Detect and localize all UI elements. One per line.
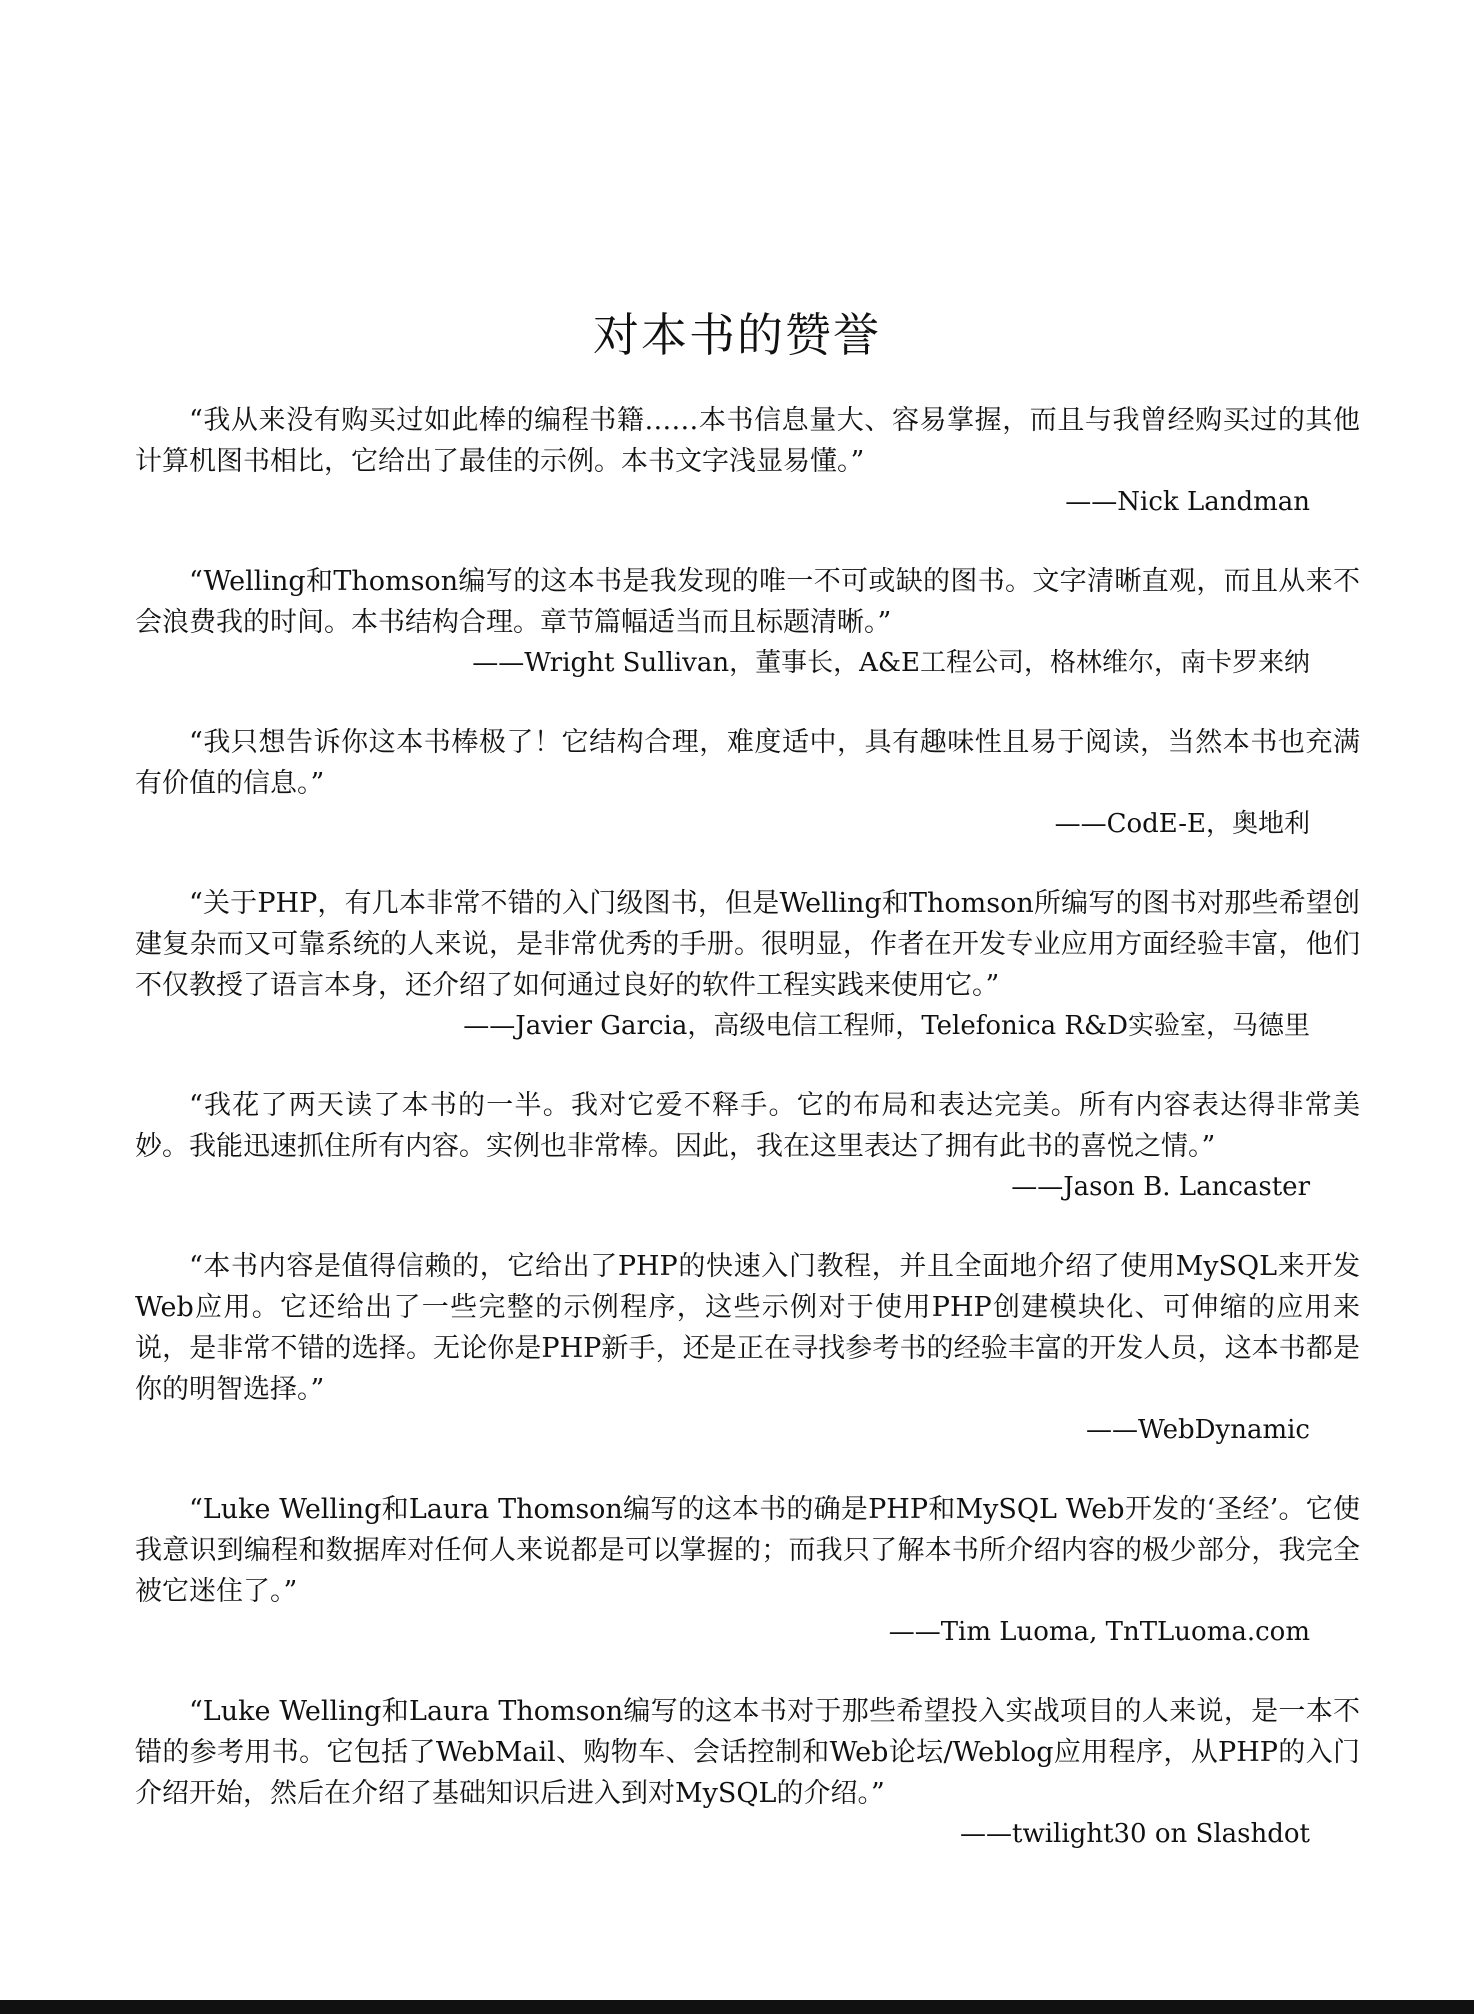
testimonial-text: “Welling和Thomson编写的这本书是我发现的唯一不可或缺的图书。文字清晰直观，而且从来不会浪费我的时间。本书结构合理。章节篇幅适当而且标题清晰。” bbox=[135, 566, 1360, 638]
testimonial-text: “本书内容是值得信赖的，它给出了PHP的快速入门教程，并且全面地介绍了使用MySQL来开发Web应用。它还给出了一些完整的示例程序，这些示例对于使用PHP创建模块化、可伸缩的应用来说，是非常不错的选择。无论你是PHP新手，还是正在寻找参考书的经验丰富的开发人员，这本书都是你的明智选择。” bbox=[135, 1251, 1360, 1405]
testimonial-text: “Luke Welling和Laura Thomson编写的这本书对于那些希望投入实战项目的人来说，是一本不错的参考用书。它包括了WebMail、购物车、会话控制和Web论坛/Weblog应用程序，从PHP的入门介绍开始，然后在介绍了基础知识后进入到对MySQL的介绍。” bbox=[135, 1696, 1360, 1809]
testimonial-text: “Luke Welling和Laura Thomson编写的这本书的确是PHP和MySQL Web开发的‘圣经’。它使我意识到编程和数据库对任何人来说都是可以掌握的；而我只了解本书所介绍内容的极少部分，我完全被它迷住了。” bbox=[135, 1494, 1360, 1607]
page-bottom-border bbox=[0, 2000, 1474, 2014]
testimonial-text: “我只想告诉你这本书棒极了！它结构合理，难度适中，具有趣味性且易于阅读，当然本书也充满有价值的信息。” bbox=[135, 727, 1360, 799]
testimonial-text: “我从来没有购买过如此棒的编程书籍……本书信息量大、容易掌握，而且与我曾经购买过的其他计算机图书相比，它给出了最佳的示例。本书文字浅显易懂。” bbox=[135, 405, 1360, 477]
testimonial bbox=[135, 561, 1360, 683]
testimonial bbox=[135, 1085, 1360, 1207]
testimonial bbox=[135, 1489, 1360, 1652]
testimonial-attribution: ——twilight30 on Slashdot bbox=[960, 1819, 1310, 1849]
testimonial-attribution: ——Wright Sullivan，董事长，A&E工程公司，格林维尔，南卡罗来纳 bbox=[472, 648, 1310, 678]
testimonials-list bbox=[135, 400, 1360, 1893]
testimonial-attribution: ——Tim Luoma, TnTLuoma.com bbox=[888, 1617, 1310, 1647]
testimonial-text: “关于PHP，有几本非常不错的入门级图书，但是Welling和Thomson所编写的图书对那些希望创建复杂而又可靠系统的人来说，是非常优秀的手册。很明显，作者在开发专业应用方面经验丰富，他们不仅教授了语言本身，还介绍了如何通过良好的软件工程实践来使用它。” bbox=[135, 888, 1360, 1001]
page-title: 对本书的赞誉 bbox=[593, 308, 881, 362]
testimonial-attribution: ——Nick Landman bbox=[1065, 487, 1310, 517]
testimonial bbox=[135, 883, 1360, 1046]
testimonial-attribution: ——Jason B. Lancaster bbox=[1011, 1172, 1310, 1202]
testimonial-text: “我花了两天读了本书的一半。我对它爱不释手。它的布局和表达完美。所有内容表达得非常美妙。我能迅速抓住所有内容。实例也非常棒。因此，我在这里表达了拥有此书的喜悦之情。” bbox=[135, 1090, 1360, 1162]
testimonial bbox=[135, 1691, 1360, 1854]
testimonial bbox=[135, 400, 1360, 522]
testimonial bbox=[135, 1246, 1360, 1450]
testimonial-attribution: ——CodE-E，奥地利 bbox=[1054, 809, 1310, 839]
testimonial bbox=[135, 722, 1360, 844]
testimonial-attribution: ——WebDynamic bbox=[1086, 1415, 1310, 1445]
testimonial-attribution: ——Javier Garcia，高级电信工程师，Telefonica R&D实验室，马德里 bbox=[463, 1011, 1310, 1041]
